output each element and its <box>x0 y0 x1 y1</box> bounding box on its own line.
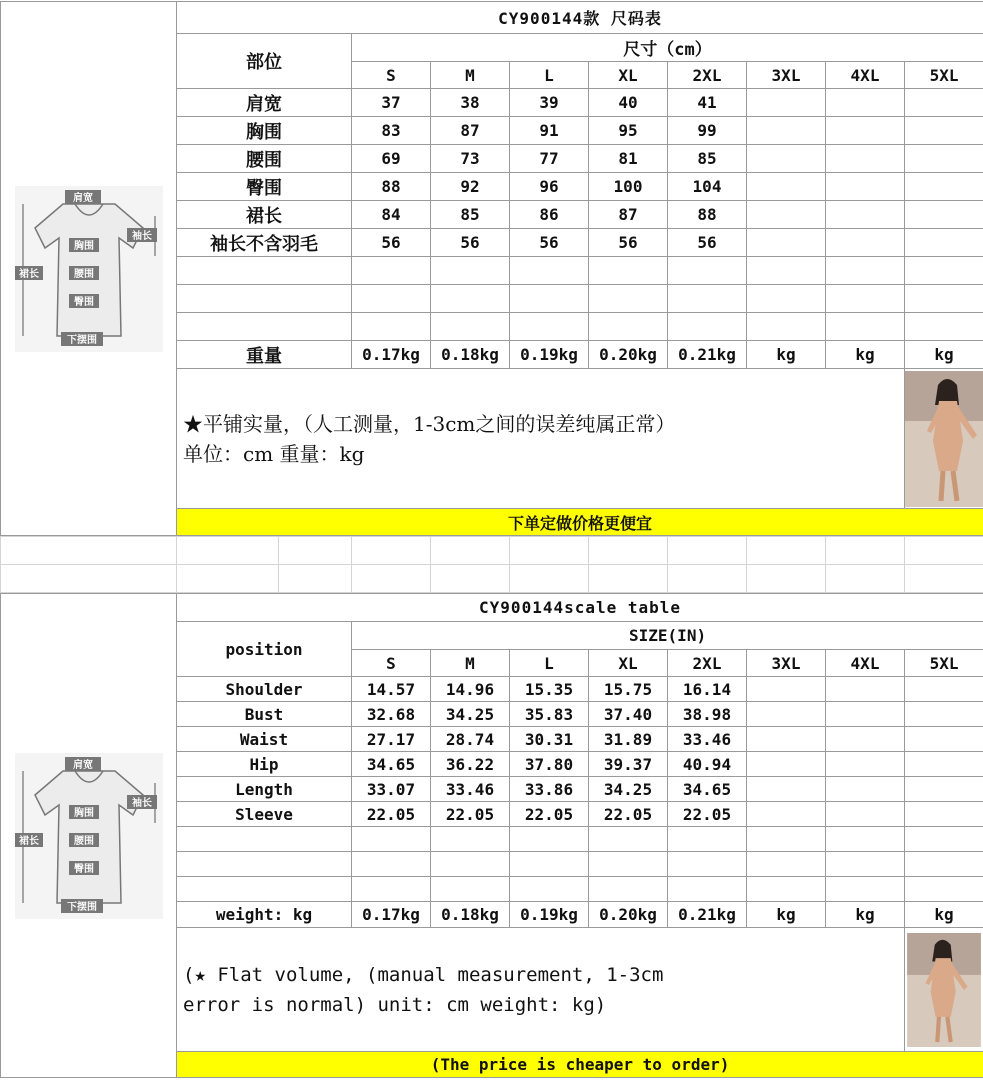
cell <box>905 727 983 752</box>
cell: 100 <box>589 173 668 201</box>
cell: 86 <box>510 201 589 229</box>
svg-text:下摆围: 下摆围 <box>66 334 97 346</box>
cell <box>747 802 826 827</box>
weight-label: 重量 <box>177 341 352 369</box>
cell <box>826 201 905 229</box>
row-label: 裙长 <box>177 201 352 229</box>
spacer-grid <box>0 536 983 593</box>
cell: 85 <box>431 201 510 229</box>
cn-table-title: CY900144款 尺码表 <box>177 2 983 34</box>
cell: 0.18kg <box>431 902 510 928</box>
cell <box>826 229 905 257</box>
cell <box>905 702 983 727</box>
en-price-banner: (The price is cheaper to order) <box>177 1052 983 1078</box>
cell: 0.17kg <box>352 341 431 369</box>
row-label: 袖长不含羽毛 <box>177 229 352 257</box>
cell <box>747 173 826 201</box>
cn-size-label: XL <box>589 62 668 89</box>
cell: 30.31 <box>510 727 589 752</box>
en-size-label: 3XL <box>747 650 826 677</box>
cell: kg <box>826 341 905 369</box>
cell <box>905 201 983 229</box>
cell <box>826 173 905 201</box>
cell <box>826 89 905 117</box>
cell: 0.17kg <box>352 902 431 928</box>
cell: 0.19kg <box>510 902 589 928</box>
cell <box>905 777 983 802</box>
cell <box>826 777 905 802</box>
cell: 37 <box>352 89 431 117</box>
cell <box>747 777 826 802</box>
cell: kg <box>905 341 983 369</box>
cell <box>747 89 826 117</box>
row-label: Length <box>177 777 352 802</box>
garment-diagram-cell <box>1 2 177 536</box>
cell: 27.17 <box>352 727 431 752</box>
cell: 40.94 <box>668 752 747 777</box>
cell: 28.74 <box>431 727 510 752</box>
cell: 69 <box>352 145 431 173</box>
row-label: 肩宽 <box>177 89 352 117</box>
cell: 34.25 <box>431 702 510 727</box>
svg-text:袖长: 袖长 <box>131 230 152 242</box>
cell: 0.20kg <box>589 902 668 928</box>
row-label: Shoulder <box>177 677 352 702</box>
cell: 32.68 <box>352 702 431 727</box>
product-photo-cell <box>905 369 983 509</box>
cell <box>826 145 905 173</box>
cell: 36.22 <box>431 752 510 777</box>
row-label: 胸围 <box>177 117 352 145</box>
cell: 40 <box>589 89 668 117</box>
cell: 31.89 <box>589 727 668 752</box>
cell: 39 <box>510 89 589 117</box>
product-photo <box>905 371 983 507</box>
cell <box>747 201 826 229</box>
cell: 77 <box>510 145 589 173</box>
cell <box>905 677 983 702</box>
cn-size-table <box>0 1 983 536</box>
cell <box>905 173 983 201</box>
cn-part-header: 部位 <box>177 34 352 89</box>
en-size-header: SIZE(IN) <box>352 622 983 650</box>
cell: kg <box>826 902 905 928</box>
cell <box>905 802 983 827</box>
cell: kg <box>747 902 826 928</box>
row-label: Sleeve <box>177 802 352 827</box>
garment-diagram-cell <box>1 594 177 1078</box>
en-note-line1: (★ Flat volume, (manual measurement, 1-3cm <box>183 963 664 986</box>
cell: 56 <box>589 229 668 257</box>
cell: 0.19kg <box>510 341 589 369</box>
en-size-label: 5XL <box>905 650 983 677</box>
cn-note-line1: ★平铺实量，（人工测量，1-3cm之间的误差纯属正常） <box>183 411 676 436</box>
cn-size-header: 尺寸（cm） <box>352 34 983 62</box>
product-photo-cell <box>905 928 983 1052</box>
cell: 41 <box>668 89 747 117</box>
product-photo <box>907 933 981 1047</box>
cell: 38.98 <box>668 702 747 727</box>
cell: 96 <box>510 173 589 201</box>
cell: 87 <box>431 117 510 145</box>
cell: 15.35 <box>510 677 589 702</box>
cn-size-label: 5XL <box>905 62 983 89</box>
cn-size-label: S <box>352 62 431 89</box>
cell: 33.07 <box>352 777 431 802</box>
cell <box>747 229 826 257</box>
en-note-line2: error is normal) unit: cm weight: kg) <box>183 993 607 1016</box>
cell: 15.75 <box>589 677 668 702</box>
en-size-label: M <box>431 650 510 677</box>
svg-text:肩宽: 肩宽 <box>72 192 93 204</box>
cell: 22.05 <box>668 802 747 827</box>
cell <box>905 145 983 173</box>
weight-label: weight: kg <box>177 902 352 928</box>
garment-diagram-icon <box>15 186 163 352</box>
cell: 39.37 <box>589 752 668 777</box>
cn-size-label: 4XL <box>826 62 905 89</box>
cn-size-label: M <box>431 62 510 89</box>
cell: 56 <box>668 229 747 257</box>
cell: 104 <box>668 173 747 201</box>
cell: 81 <box>589 145 668 173</box>
svg-text:臀围: 臀围 <box>73 863 94 875</box>
en-size-label: S <box>352 650 431 677</box>
cell <box>826 117 905 145</box>
svg-text:裙长: 裙长 <box>18 268 39 280</box>
cell: 16.14 <box>668 677 747 702</box>
svg-text:腰围: 腰围 <box>73 268 94 280</box>
cell: 56 <box>352 229 431 257</box>
cell: 22.05 <box>352 802 431 827</box>
garment-diagram-icon <box>15 753 163 919</box>
row-label: Bust <box>177 702 352 727</box>
cell <box>747 727 826 752</box>
row-label: Waist <box>177 727 352 752</box>
cell <box>905 117 983 145</box>
cell: 99 <box>668 117 747 145</box>
cell: 33.46 <box>668 727 747 752</box>
cell <box>826 727 905 752</box>
svg-text:下摆围: 下摆围 <box>66 901 97 913</box>
cell: 73 <box>431 145 510 173</box>
cell: kg <box>747 341 826 369</box>
cell <box>905 229 983 257</box>
cn-size-label: 3XL <box>747 62 826 89</box>
cn-size-label: L <box>510 62 589 89</box>
cell: 83 <box>352 117 431 145</box>
cell: 0.18kg <box>431 341 510 369</box>
cell: 88 <box>668 201 747 229</box>
cell: 0.21kg <box>668 341 747 369</box>
cell <box>747 702 826 727</box>
cell: 22.05 <box>510 802 589 827</box>
cell: 37.80 <box>510 752 589 777</box>
cell: 33.86 <box>510 777 589 802</box>
cell: 0.21kg <box>668 902 747 928</box>
en-note <box>177 928 905 1052</box>
svg-text:胸围: 胸围 <box>73 807 94 819</box>
cell <box>905 752 983 777</box>
cell: 38 <box>431 89 510 117</box>
en-part-header: position <box>177 622 352 677</box>
en-size-label: L <box>510 650 589 677</box>
svg-text:胸围: 胸围 <box>73 240 94 252</box>
cell <box>905 89 983 117</box>
cell <box>747 117 826 145</box>
cell <box>826 677 905 702</box>
cn-size-label: 2XL <box>668 62 747 89</box>
en-size-label: 4XL <box>826 650 905 677</box>
cell: 56 <box>431 229 510 257</box>
cell: 0.20kg <box>589 341 668 369</box>
cell: 91 <box>510 117 589 145</box>
svg-text:臀围: 臀围 <box>73 296 94 308</box>
svg-text:袖长: 袖长 <box>131 797 152 809</box>
cell: 14.57 <box>352 677 431 702</box>
cell: 37.40 <box>589 702 668 727</box>
cell: 95 <box>589 117 668 145</box>
cn-note <box>177 369 905 509</box>
row-label: 腰围 <box>177 145 352 173</box>
svg-text:裙长: 裙长 <box>18 835 39 847</box>
cell: kg <box>905 902 983 928</box>
cn-price-banner: 下单定做价格更便宜 <box>177 509 983 536</box>
row-label: 臀围 <box>177 173 352 201</box>
en-size-label: XL <box>589 650 668 677</box>
cell <box>747 677 826 702</box>
cn-note-line2: 单位：cm 重量：kg <box>183 441 365 466</box>
cell: 33.46 <box>431 777 510 802</box>
svg-text:肩宽: 肩宽 <box>72 759 93 771</box>
cell: 56 <box>510 229 589 257</box>
en-size-label: 2XL <box>668 650 747 677</box>
en-table-title: CY900144scale table <box>177 594 983 622</box>
cell <box>747 752 826 777</box>
en-size-table <box>0 593 983 1078</box>
cell: 34.65 <box>668 777 747 802</box>
cell: 92 <box>431 173 510 201</box>
cell: 34.65 <box>352 752 431 777</box>
cell: 34.25 <box>589 777 668 802</box>
cell: 84 <box>352 201 431 229</box>
row-label: Hip <box>177 752 352 777</box>
cell: 88 <box>352 173 431 201</box>
cell <box>747 145 826 173</box>
cell: 87 <box>589 201 668 229</box>
cell: 14.96 <box>431 677 510 702</box>
cell: 35.83 <box>510 702 589 727</box>
cell <box>826 802 905 827</box>
cell <box>826 752 905 777</box>
cell: 22.05 <box>589 802 668 827</box>
cell: 22.05 <box>431 802 510 827</box>
cell: 85 <box>668 145 747 173</box>
cell <box>826 702 905 727</box>
svg-text:腰围: 腰围 <box>73 835 94 847</box>
